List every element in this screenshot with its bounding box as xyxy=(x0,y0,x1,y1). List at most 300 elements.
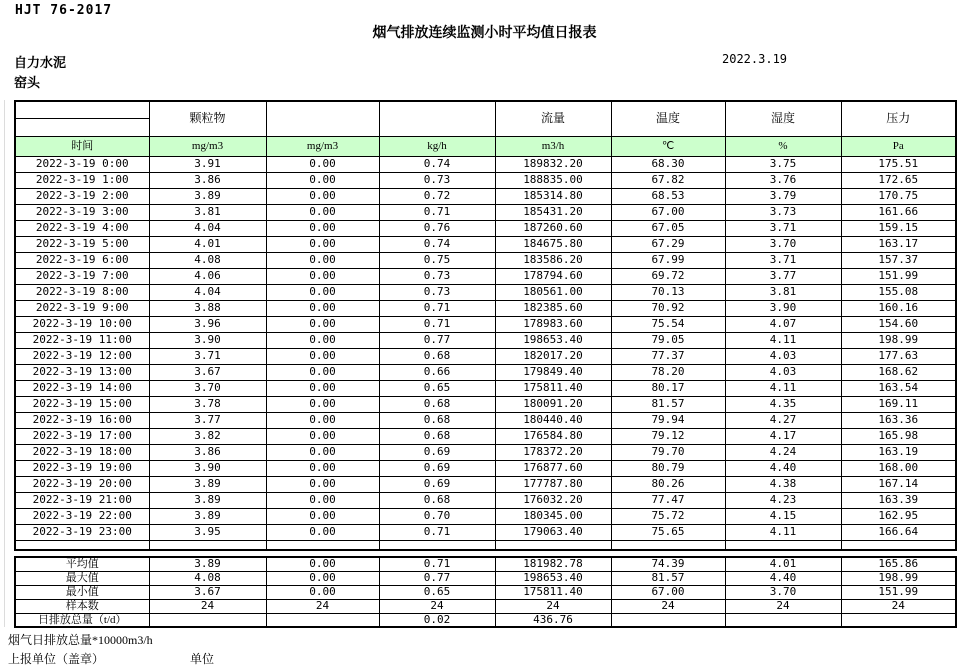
summary-value-cell: 181982.78 xyxy=(495,557,611,571)
time-cell: 2022-3-19 20:00 xyxy=(15,476,149,492)
value-cell: 4.01 xyxy=(149,236,266,252)
value-cell: 180091.20 xyxy=(495,396,611,412)
value-cell: 0.66 xyxy=(379,364,495,380)
value-cell: 0.75 xyxy=(379,252,495,268)
value-cell: 0.00 xyxy=(266,348,379,364)
table-row xyxy=(15,508,956,524)
value-cell: 0.73 xyxy=(379,172,495,188)
value-cell: 154.60 xyxy=(841,316,956,332)
value-cell: 4.17 xyxy=(725,428,841,444)
table-row xyxy=(15,428,956,444)
monitoring-table xyxy=(14,100,957,551)
time-cell: 2022-3-19 6:00 xyxy=(15,252,149,268)
summary-value-cell: 67.00 xyxy=(611,585,725,599)
value-cell: 4.08 xyxy=(149,252,266,268)
time-cell: 2022-3-19 19:00 xyxy=(15,460,149,476)
summary-value-cell xyxy=(841,613,956,627)
summary-value-cell: 3.89 xyxy=(149,557,266,571)
value-cell: 3.71 xyxy=(725,252,841,268)
summary-label-cell: 日排放总量（t/d） xyxy=(15,613,149,627)
footer-note: 烟气日排放总量*10000m3/h xyxy=(8,633,153,647)
value-cell: 4.11 xyxy=(725,524,841,540)
unit-header-cell: % xyxy=(725,136,841,156)
value-cell: 3.86 xyxy=(149,172,266,188)
value-cell: 3.77 xyxy=(725,268,841,284)
value-cell: 176877.60 xyxy=(495,460,611,476)
time-cell: 2022-3-19 14:00 xyxy=(15,380,149,396)
summary-value-cell: 4.40 xyxy=(725,571,841,585)
empty-cell xyxy=(495,540,611,550)
value-cell: 185314.80 xyxy=(495,188,611,204)
value-cell: 79.70 xyxy=(611,444,725,460)
value-cell: 180345.00 xyxy=(495,508,611,524)
value-cell: 77.37 xyxy=(611,348,725,364)
table-header xyxy=(15,101,956,156)
time-cell: 2022-3-19 22:00 xyxy=(15,508,149,524)
value-cell: 4.27 xyxy=(725,412,841,428)
table-row xyxy=(15,316,956,332)
summary-value-cell: 0.00 xyxy=(266,585,379,599)
unit-header-cell: kg/h xyxy=(379,136,495,156)
value-cell: 3.89 xyxy=(149,508,266,524)
empty-cell xyxy=(725,540,841,550)
spacer-row xyxy=(15,540,956,550)
value-cell: 3.81 xyxy=(149,204,266,220)
value-cell: 0.68 xyxy=(379,428,495,444)
value-cell: 0.73 xyxy=(379,284,495,300)
value-cell: 3.81 xyxy=(725,284,841,300)
unit-header-cell: mg/m3 xyxy=(149,136,266,156)
value-cell: 67.82 xyxy=(611,172,725,188)
value-cell: 4.11 xyxy=(725,380,841,396)
value-cell: 3.73 xyxy=(725,204,841,220)
time-cell: 2022-3-19 1:00 xyxy=(15,172,149,188)
value-cell: 0.00 xyxy=(266,508,379,524)
value-cell: 0.00 xyxy=(266,156,379,172)
value-cell: 3.77 xyxy=(149,412,266,428)
group-header-cell: 颗粒物 xyxy=(149,101,266,136)
value-cell: 69.72 xyxy=(611,268,725,284)
summary-value-cell: 0.00 xyxy=(266,557,379,571)
summary-value-cell: 0.71 xyxy=(379,557,495,571)
value-cell: 163.54 xyxy=(841,380,956,396)
summary-value-cell: 3.70 xyxy=(725,585,841,599)
summary-value-cell: 24 xyxy=(379,599,495,613)
summary-value-cell xyxy=(611,613,725,627)
corner-split-cell xyxy=(15,101,149,136)
value-cell: 166.64 xyxy=(841,524,956,540)
value-cell: 0.68 xyxy=(379,396,495,412)
value-cell: 70.92 xyxy=(611,300,725,316)
time-cell: 2022-3-19 9:00 xyxy=(15,300,149,316)
table-row xyxy=(15,348,956,364)
value-cell: 3.90 xyxy=(149,460,266,476)
summary-value-cell: 175811.40 xyxy=(495,585,611,599)
value-cell: 175.51 xyxy=(841,156,956,172)
value-cell: 3.95 xyxy=(149,524,266,540)
group-header-cell: 流量 xyxy=(495,101,611,136)
value-cell: 162.95 xyxy=(841,508,956,524)
value-cell: 67.00 xyxy=(611,204,725,220)
summary-value-cell xyxy=(266,613,379,627)
summary-row xyxy=(15,557,956,571)
value-cell: 168.00 xyxy=(841,460,956,476)
summary-row xyxy=(15,599,956,613)
summary-label-cell: 平均值 xyxy=(15,557,149,571)
page-title: 烟气排放连续监测小时平均值日报表 xyxy=(372,26,597,41)
summary-value-cell: 165.86 xyxy=(841,557,956,571)
value-cell: 178983.60 xyxy=(495,316,611,332)
table-row xyxy=(15,204,956,220)
empty-cell xyxy=(15,540,149,550)
value-cell: 3.89 xyxy=(149,188,266,204)
summary-value-cell: 24 xyxy=(149,599,266,613)
value-cell: 182017.20 xyxy=(495,348,611,364)
table-row xyxy=(15,364,956,380)
value-cell: 0.69 xyxy=(379,444,495,460)
summary-value-cell: 24 xyxy=(611,599,725,613)
value-cell: 0.00 xyxy=(266,332,379,348)
value-cell: 4.40 xyxy=(725,460,841,476)
value-cell: 3.78 xyxy=(149,396,266,412)
value-cell: 163.39 xyxy=(841,492,956,508)
value-cell: 175811.40 xyxy=(495,380,611,396)
value-cell: 3.75 xyxy=(725,156,841,172)
empty-cell xyxy=(149,540,266,550)
time-cell: 2022-3-19 18:00 xyxy=(15,444,149,460)
time-cell: 2022-3-19 5:00 xyxy=(15,236,149,252)
value-cell: 80.26 xyxy=(611,476,725,492)
value-cell: 155.08 xyxy=(841,284,956,300)
value-cell: 80.79 xyxy=(611,460,725,476)
value-cell: 0.00 xyxy=(266,252,379,268)
value-cell: 4.06 xyxy=(149,268,266,284)
value-cell: 4.04 xyxy=(149,284,266,300)
table-row xyxy=(15,172,956,188)
time-column-header: 时间 xyxy=(15,136,149,156)
time-cell: 2022-3-19 13:00 xyxy=(15,364,149,380)
summary-value-cell: 0.00 xyxy=(266,571,379,585)
value-cell: 0.00 xyxy=(266,476,379,492)
summary-row xyxy=(15,585,956,599)
value-cell: 4.35 xyxy=(725,396,841,412)
value-cell: 0.68 xyxy=(379,492,495,508)
summary-table xyxy=(14,556,957,628)
value-cell: 161.66 xyxy=(841,204,956,220)
value-cell: 176584.80 xyxy=(495,428,611,444)
page-margin-line xyxy=(4,100,5,627)
table-row xyxy=(15,380,956,396)
summary-value-cell: 436.76 xyxy=(495,613,611,627)
summary-body xyxy=(15,557,956,627)
value-cell: 4.15 xyxy=(725,508,841,524)
summary-value-cell: 198.99 xyxy=(841,571,956,585)
summary-value-cell xyxy=(725,613,841,627)
value-cell: 0.65 xyxy=(379,380,495,396)
empty-cell xyxy=(841,540,956,550)
value-cell: 70.13 xyxy=(611,284,725,300)
summary-value-cell: 24 xyxy=(266,599,379,613)
value-cell: 0.71 xyxy=(379,300,495,316)
time-cell: 2022-3-19 7:00 xyxy=(15,268,149,284)
table-row xyxy=(15,412,956,428)
value-cell: 4.24 xyxy=(725,444,841,460)
value-cell: 3.96 xyxy=(149,316,266,332)
value-cell: 4.03 xyxy=(725,348,841,364)
table-row xyxy=(15,220,956,236)
summary-value-cell: 4.01 xyxy=(725,557,841,571)
value-cell: 81.57 xyxy=(611,396,725,412)
value-cell: 165.98 xyxy=(841,428,956,444)
value-cell: 0.00 xyxy=(266,460,379,476)
value-cell: 189832.20 xyxy=(495,156,611,172)
value-cell: 0.00 xyxy=(266,316,379,332)
value-cell: 188835.00 xyxy=(495,172,611,188)
table-row xyxy=(15,156,956,172)
value-cell: 4.11 xyxy=(725,332,841,348)
value-cell: 0.68 xyxy=(379,348,495,364)
value-cell: 67.05 xyxy=(611,220,725,236)
value-cell: 75.65 xyxy=(611,524,725,540)
time-cell: 2022-3-19 21:00 xyxy=(15,492,149,508)
time-cell: 2022-3-19 0:00 xyxy=(15,156,149,172)
value-cell: 0.74 xyxy=(379,156,495,172)
value-cell: 4.03 xyxy=(725,364,841,380)
value-cell: 159.15 xyxy=(841,220,956,236)
unit-header-cell: Pa xyxy=(841,136,956,156)
unit-header-cell: m3/h xyxy=(495,136,611,156)
table-row xyxy=(15,396,956,412)
value-cell: 0.70 xyxy=(379,508,495,524)
table-row xyxy=(15,268,956,284)
report-unit-label: 上报单位（盖章） xyxy=(8,652,105,666)
time-cell: 2022-3-19 4:00 xyxy=(15,220,149,236)
unit-header-cell: ℃ xyxy=(611,136,725,156)
table-row xyxy=(15,332,956,348)
value-cell: 179849.40 xyxy=(495,364,611,380)
value-cell: 0.00 xyxy=(266,172,379,188)
value-cell: 67.99 xyxy=(611,252,725,268)
time-cell: 2022-3-19 12:00 xyxy=(15,348,149,364)
value-cell: 67.29 xyxy=(611,236,725,252)
value-cell: 0.68 xyxy=(379,412,495,428)
value-cell: 180561.00 xyxy=(495,284,611,300)
value-cell: 3.70 xyxy=(149,380,266,396)
unit-header-row xyxy=(15,136,956,156)
value-cell: 167.14 xyxy=(841,476,956,492)
table-row xyxy=(15,492,956,508)
unit-label: 单位 xyxy=(190,652,215,666)
value-cell: 170.75 xyxy=(841,188,956,204)
value-cell: 3.91 xyxy=(149,156,266,172)
value-cell: 157.37 xyxy=(841,252,956,268)
time-cell: 2022-3-19 11:00 xyxy=(15,332,149,348)
company-name: 自力水泥 xyxy=(14,55,67,70)
table-row xyxy=(15,476,956,492)
summary-value-cell: 0.65 xyxy=(379,585,495,599)
value-cell: 79.94 xyxy=(611,412,725,428)
value-cell: 0.00 xyxy=(266,380,379,396)
summary-value-cell: 74.39 xyxy=(611,557,725,571)
value-cell: 183586.20 xyxy=(495,252,611,268)
value-cell: 169.11 xyxy=(841,396,956,412)
value-cell: 80.17 xyxy=(611,380,725,396)
time-cell: 2022-3-19 17:00 xyxy=(15,428,149,444)
value-cell: 0.76 xyxy=(379,220,495,236)
value-cell: 3.90 xyxy=(149,332,266,348)
value-cell: 78.20 xyxy=(611,364,725,380)
value-cell: 168.62 xyxy=(841,364,956,380)
value-cell: 163.36 xyxy=(841,412,956,428)
value-cell: 4.23 xyxy=(725,492,841,508)
time-cell: 2022-3-19 15:00 xyxy=(15,396,149,412)
summary-value-cell xyxy=(149,613,266,627)
empty-cell xyxy=(379,540,495,550)
value-cell: 0.00 xyxy=(266,364,379,380)
summary-value-cell: 24 xyxy=(841,599,956,613)
value-cell: 178372.20 xyxy=(495,444,611,460)
value-cell: 0.69 xyxy=(379,476,495,492)
value-cell: 177.63 xyxy=(841,348,956,364)
value-cell: 3.89 xyxy=(149,476,266,492)
time-cell: 2022-3-19 23:00 xyxy=(15,524,149,540)
summary-row xyxy=(15,571,956,585)
value-cell: 177787.80 xyxy=(495,476,611,492)
value-cell: 0.74 xyxy=(379,236,495,252)
value-cell: 198.99 xyxy=(841,332,956,348)
time-cell: 2022-3-19 8:00 xyxy=(15,284,149,300)
table-row xyxy=(15,460,956,476)
value-cell: 0.00 xyxy=(266,300,379,316)
value-cell: 0.00 xyxy=(266,524,379,540)
value-cell: 0.00 xyxy=(266,204,379,220)
group-header-row xyxy=(15,101,956,136)
report-date: 2022.3.19 xyxy=(722,52,788,66)
value-cell: 4.38 xyxy=(725,476,841,492)
value-cell: 187260.60 xyxy=(495,220,611,236)
value-cell: 0.71 xyxy=(379,204,495,220)
value-cell: 0.00 xyxy=(266,268,379,284)
table-row xyxy=(15,284,956,300)
summary-value-cell: 0.02 xyxy=(379,613,495,627)
table-row xyxy=(15,444,956,460)
time-cell: 2022-3-19 2:00 xyxy=(15,188,149,204)
table-row xyxy=(15,524,956,540)
value-cell: 75.54 xyxy=(611,316,725,332)
value-cell: 3.86 xyxy=(149,444,266,460)
value-cell: 0.00 xyxy=(266,220,379,236)
value-cell: 3.89 xyxy=(149,492,266,508)
value-cell: 0.72 xyxy=(379,188,495,204)
value-cell: 3.90 xyxy=(725,300,841,316)
value-cell: 68.53 xyxy=(611,188,725,204)
value-cell: 3.76 xyxy=(725,172,841,188)
table-row xyxy=(15,300,956,316)
value-cell: 4.04 xyxy=(149,220,266,236)
group-header-cell: 压力 xyxy=(841,101,956,136)
group-header-cell xyxy=(266,101,379,136)
time-cell: 2022-3-19 10:00 xyxy=(15,316,149,332)
group-header-cell: 湿度 xyxy=(725,101,841,136)
value-cell: 160.16 xyxy=(841,300,956,316)
summary-label-cell: 样本数 xyxy=(15,599,149,613)
summary-value-cell: 4.08 xyxy=(149,571,266,585)
value-cell: 3.82 xyxy=(149,428,266,444)
value-cell: 0.00 xyxy=(266,188,379,204)
value-cell: 182385.60 xyxy=(495,300,611,316)
summary-value-cell: 3.67 xyxy=(149,585,266,599)
value-cell: 75.72 xyxy=(611,508,725,524)
value-cell: 176032.20 xyxy=(495,492,611,508)
value-cell: 0.00 xyxy=(266,396,379,412)
value-cell: 0.73 xyxy=(379,268,495,284)
unit-header-cell: mg/m3 xyxy=(266,136,379,156)
table-row xyxy=(15,252,956,268)
empty-cell xyxy=(611,540,725,550)
value-cell: 3.67 xyxy=(149,364,266,380)
value-cell: 172.65 xyxy=(841,172,956,188)
value-cell: 163.17 xyxy=(841,236,956,252)
value-cell: 0.00 xyxy=(266,428,379,444)
value-cell: 77.47 xyxy=(611,492,725,508)
summary-value-cell: 81.57 xyxy=(611,571,725,585)
value-cell: 198653.40 xyxy=(495,332,611,348)
value-cell: 3.70 xyxy=(725,236,841,252)
value-cell: 79.12 xyxy=(611,428,725,444)
time-cell: 2022-3-19 3:00 xyxy=(15,204,149,220)
value-cell: 0.71 xyxy=(379,524,495,540)
value-cell: 179063.40 xyxy=(495,524,611,540)
table-row xyxy=(15,188,956,204)
value-cell: 0.00 xyxy=(266,412,379,428)
summary-value-cell: 0.77 xyxy=(379,571,495,585)
standard-code: HJT 76-2017 xyxy=(15,3,113,18)
empty-cell xyxy=(266,540,379,550)
value-cell: 0.69 xyxy=(379,460,495,476)
value-cell: 0.71 xyxy=(379,316,495,332)
value-cell: 180440.40 xyxy=(495,412,611,428)
value-cell: 0.00 xyxy=(266,492,379,508)
value-cell: 3.71 xyxy=(725,220,841,236)
summary-value-cell: 24 xyxy=(725,599,841,613)
group-header-cell: 温度 xyxy=(611,101,725,136)
value-cell: 178794.60 xyxy=(495,268,611,284)
table-row xyxy=(15,236,956,252)
value-cell: 151.99 xyxy=(841,268,956,284)
value-cell: 0.00 xyxy=(266,236,379,252)
value-cell: 68.30 xyxy=(611,156,725,172)
summary-value-cell: 198653.40 xyxy=(495,571,611,585)
group-header-cell xyxy=(379,101,495,136)
summary-value-cell: 24 xyxy=(495,599,611,613)
summary-value-cell: 151.99 xyxy=(841,585,956,599)
value-cell: 0.00 xyxy=(266,444,379,460)
value-cell: 0.00 xyxy=(266,284,379,300)
value-cell: 184675.80 xyxy=(495,236,611,252)
time-cell: 2022-3-19 16:00 xyxy=(15,412,149,428)
value-cell: 79.05 xyxy=(611,332,725,348)
summary-label-cell: 最大值 xyxy=(15,571,149,585)
value-cell: 3.79 xyxy=(725,188,841,204)
value-cell: 185431.20 xyxy=(495,204,611,220)
value-cell: 0.77 xyxy=(379,332,495,348)
value-cell: 3.88 xyxy=(149,300,266,316)
summary-label-cell: 最小值 xyxy=(15,585,149,599)
value-cell: 163.19 xyxy=(841,444,956,460)
summary-row xyxy=(15,613,956,627)
value-cell: 3.71 xyxy=(149,348,266,364)
value-cell: 4.07 xyxy=(725,316,841,332)
